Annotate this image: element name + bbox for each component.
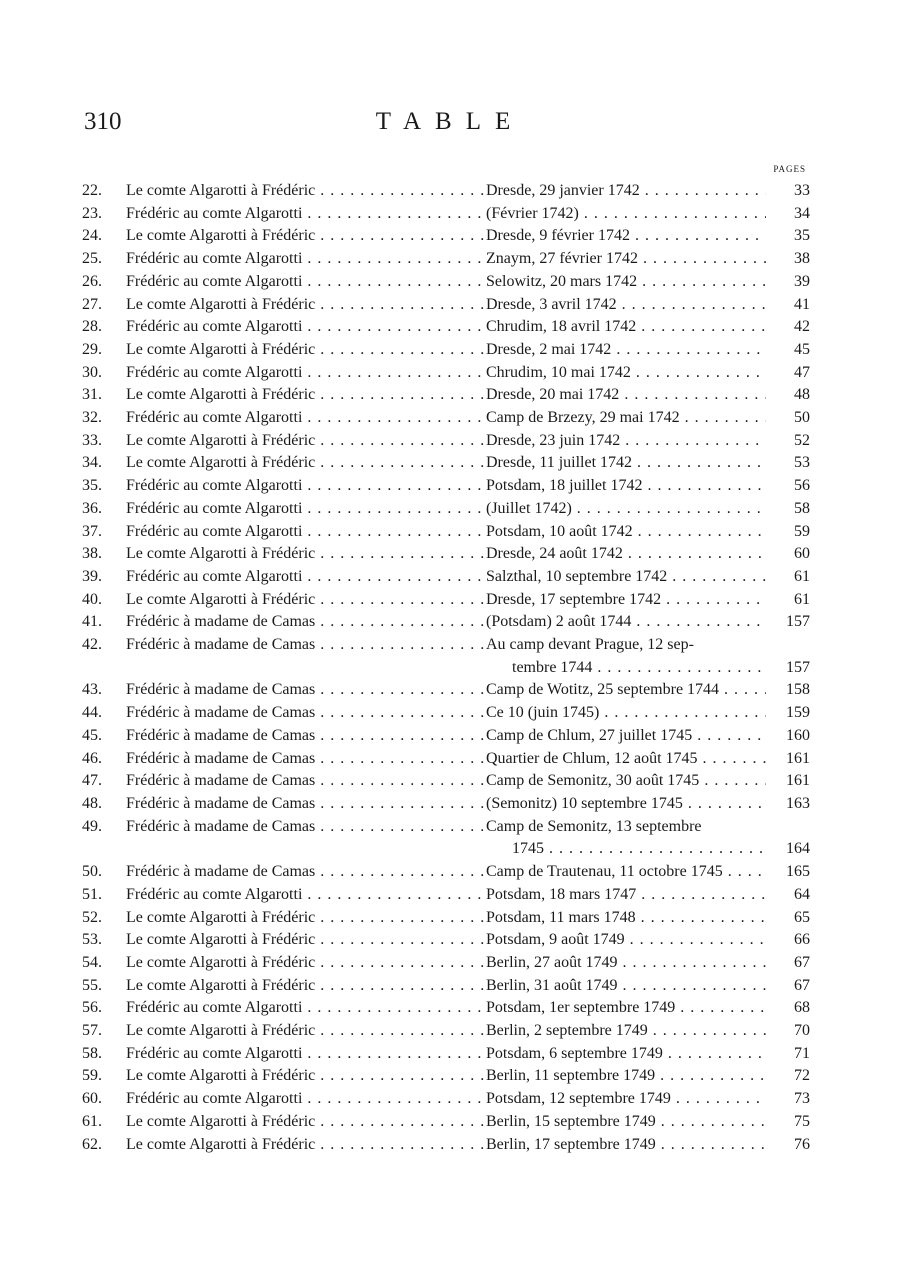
entry-place-line: Camp de Semonitz, 30 août 1745 . . . [486, 770, 766, 793]
entry-place-line: Ce 10 (juin 1745) . . . [486, 702, 766, 725]
entry-number: 27. [82, 295, 102, 313]
toc-entry [82, 521, 810, 544]
entry-number: 22. [82, 182, 102, 199]
entry-title: Le comte Algarotti à Frédéric . . . [126, 929, 486, 952]
toc-entry [82, 748, 810, 771]
entry-number: 62. [82, 1135, 102, 1153]
entry-place-line: Camp de Semonitz, 13 septembre [486, 817, 702, 835]
toc-entry [82, 1088, 810, 1111]
entry-title: Frédéric au comte Algarotti . . . [126, 498, 486, 521]
entry-place-date [486, 225, 766, 248]
entry-place-line: Salzthal, 10 septembre 1742 . . . [486, 566, 766, 589]
entry-title: Frédéric au comte Algarotti . . . [126, 248, 486, 271]
toc-entry [82, 929, 810, 952]
entry-number: 46. [82, 749, 102, 767]
entry-page-number: 33 [794, 182, 810, 199]
entry-place-date [486, 748, 766, 771]
toc-entry [82, 339, 810, 362]
entry-place-date [486, 1088, 766, 1111]
toc-entry [82, 1134, 810, 1157]
entry-title: Le comte Algarotti à Frédéric . . . [126, 452, 486, 475]
entry-number: 40. [82, 590, 102, 608]
entry-page-number: 60 [794, 545, 810, 563]
entry-number: 38. [82, 545, 102, 563]
entry-title: Frédéric au comte Algarotti . . . [126, 566, 486, 589]
entry-place-line: (Février 1742) . . . [486, 203, 766, 226]
entry-page-number: 76 [794, 1135, 810, 1153]
entry-place-line: Camp de Chlum, 27 juillet 1745 . . . [486, 725, 766, 748]
entry-number: 43. [82, 681, 102, 699]
entry-place-line: Berlin, 2 septembre 1749 . . . [486, 1020, 766, 1043]
entry-place-line: Potsdam, 18 juillet 1742 . . . [486, 475, 766, 498]
entry-place-date [486, 770, 766, 793]
entry-page-number: 58 [794, 499, 810, 517]
entry-place-line: Camp de Brzezy, 29 mai 1742 . . . [486, 407, 766, 430]
entry-page-number: 38 [794, 250, 810, 268]
entry-place-line: Dresde, 11 juillet 1742 . . . [486, 452, 766, 475]
entry-number: 44. [82, 704, 102, 722]
entry-place-date [486, 1065, 766, 1088]
entry-number: 56. [82, 999, 102, 1017]
entry-page-number: 71 [794, 1044, 810, 1062]
entry-title: Frédéric à madame de Camas . . . [126, 748, 486, 771]
entry-title: Frédéric au comte Algarotti . . . [126, 521, 486, 544]
entry-place-date [486, 384, 766, 407]
toc-entry [82, 679, 810, 702]
entry-page-number: 42 [794, 318, 810, 336]
entry-page-number: 34 [794, 204, 810, 222]
toc-entry [82, 861, 810, 884]
page-number: 310 [84, 108, 122, 135]
toc-entry [82, 770, 810, 793]
table-of-contents [82, 180, 810, 1156]
toc-entry [82, 1020, 810, 1043]
entry-number: 52. [82, 908, 102, 926]
toc-entry [82, 225, 810, 248]
entry-number: 42. [82, 636, 102, 654]
entry-title: Frédéric à madame de Camas . . . [126, 770, 486, 793]
entry-title: Le comte Algarotti à Frédéric . . . [126, 384, 486, 407]
entry-title: Frédéric au comte Algarotti . . . [126, 407, 486, 430]
entry-place-line: Chrudim, 18 avril 1742 . . . [486, 316, 766, 339]
entry-place-line: Berlin, 27 août 1749 . . . [486, 952, 766, 975]
entry-place-line: Potsdam, 12 septembre 1749 . . . [486, 1088, 766, 1111]
entry-page-number: 56 [794, 477, 810, 495]
entry-title: Le comte Algarotti à Frédéric . . . [126, 1111, 486, 1134]
entry-number: 47. [82, 772, 102, 790]
entry-title: Le comte Algarotti à Frédéric . . . [126, 1020, 486, 1043]
toc-entry [82, 430, 810, 453]
entry-place-date [486, 702, 766, 725]
entry-place-date [486, 1111, 766, 1134]
entry-place-date [486, 952, 766, 975]
entry-title: Le comte Algarotti à Frédéric . . . [126, 1134, 486, 1157]
toc-entry [82, 1111, 810, 1134]
page-title: TABLE [375, 108, 525, 135]
entry-title: Frédéric au comte Algarotti . . . [126, 884, 486, 907]
toc-entry [82, 452, 810, 475]
entry-title: Frédéric à madame de Camas . . . [126, 816, 486, 839]
entry-place-date [486, 203, 766, 226]
toc-entry [82, 589, 810, 612]
entry-place-line: Au camp devant Prague, 12 sep- [486, 636, 694, 654]
toc-entry [82, 543, 810, 566]
entry-number: 31. [82, 386, 102, 404]
entry-place-date [486, 884, 766, 907]
entry-number: 37. [82, 522, 102, 540]
entry-number: 51. [82, 885, 102, 903]
toc-entry [82, 271, 810, 294]
entry-title: Frédéric à madame de Camas . . . [126, 611, 486, 634]
toc-entry [82, 203, 810, 226]
entry-place-line: Selowitz, 20 mars 1742 . . . [486, 271, 766, 294]
entry-number: 23. [82, 204, 102, 222]
entry-title: Le comte Algarotti à Frédéric . . . [126, 975, 486, 998]
entry-place-date [486, 566, 766, 589]
entry-title: Le comte Algarotti à Frédéric . . . [126, 907, 486, 930]
entry-page-number: 70 [794, 1022, 810, 1040]
entry-number: 26. [82, 272, 102, 290]
entry-place-line: Quartier de Chlum, 12 août 1745 . . . [486, 748, 766, 771]
toc-entry [82, 475, 810, 498]
entry-place-date [486, 725, 766, 748]
entry-page-number: 161 [786, 772, 810, 790]
entry-place-date [486, 339, 766, 362]
entry-place-line: Dresde, 29 janvier 1742 . . . [486, 180, 766, 203]
entry-page-number: 61 [794, 567, 810, 585]
entry-place-date [486, 861, 766, 884]
toc-entry [82, 1043, 810, 1066]
entry-title: Le comte Algarotti à Frédéric . . . [126, 430, 486, 453]
entry-place-date [486, 498, 766, 521]
entry-place-date [486, 452, 766, 475]
entry-page-number: 75 [794, 1112, 810, 1130]
entry-number: 61. [82, 1112, 102, 1130]
entry-page-number: 61 [794, 590, 810, 608]
entry-place-line: Dresde, 9 février 1742 . . . [486, 225, 766, 248]
entry-place-line: Berlin, 11 septembre 1749 . . . [486, 1065, 766, 1088]
entry-page-number: 72 [794, 1067, 810, 1085]
entry-place-line: Chrudim, 10 mai 1742 . . . [486, 362, 766, 385]
entry-page-number: 66 [794, 931, 810, 949]
entry-number: 54. [82, 953, 102, 971]
entry-place-date [486, 589, 766, 612]
entry-number: 58. [82, 1044, 102, 1062]
entry-title: Frédéric à madame de Camas . . . [126, 634, 486, 657]
entry-number: 45. [82, 726, 102, 744]
entry-number: 55. [82, 976, 102, 994]
entry-place-line: Camp de Wotitz, 25 septembre 1744 . . . [486, 679, 766, 702]
entry-place-date [486, 997, 766, 1020]
entry-place-date [486, 793, 766, 816]
entry-page-number: 45 [794, 340, 810, 358]
entry-place-line: Berlin, 15 septembre 1749 . . . [486, 1111, 766, 1134]
entry-place-date [486, 407, 766, 430]
toc-entry [82, 952, 810, 975]
toc-entry [82, 816, 810, 861]
entry-page-number: 67 [794, 953, 810, 971]
entry-title: Frédéric à madame de Camas . . . [126, 725, 486, 748]
entry-page-number: 64 [794, 885, 810, 903]
entry-place-line: Dresde, 2 mai 1742 . . . [486, 339, 766, 362]
entry-place-date [486, 543, 766, 566]
entry-page-number: 160 [786, 726, 810, 744]
entry-title: Le comte Algarotti à Frédéric . . . [126, 543, 486, 566]
entry-number: 28. [82, 318, 102, 336]
entry-page-number: 67 [794, 976, 810, 994]
toc-entry [82, 316, 810, 339]
toc-entry [82, 975, 810, 998]
pages-column-label: PAGES [773, 164, 806, 174]
entry-place-line: Dresde, 20 mai 1742 . . . [486, 384, 766, 407]
entry-place-date [486, 1134, 766, 1157]
entry-page-number: 157 [786, 613, 810, 631]
entry-title: Le comte Algarotti à Frédéric . . . [126, 339, 486, 362]
toc-entry [82, 611, 810, 634]
entry-number: 25. [82, 250, 102, 268]
toc-entry [82, 384, 810, 407]
toc-entry [82, 907, 810, 930]
entry-place-date [486, 294, 766, 317]
entry-page-number: 39 [794, 272, 810, 290]
entry-place-line: (Potsdam) 2 août 1744 . . . [486, 611, 766, 634]
entry-title: Frédéric au comte Algarotti . . . [126, 316, 486, 339]
entry-place-date [486, 475, 766, 498]
entry-place-line: Potsdam, 9 août 1749 . . . [486, 929, 766, 952]
entry-page-number: 158 [786, 681, 810, 699]
entry-page-number: 68 [794, 999, 810, 1017]
entry-title: Frédéric au comte Algarotti . . . [126, 475, 486, 498]
entry-page-number: 65 [794, 908, 810, 926]
entry-place-date [486, 248, 766, 271]
entry-place-date [486, 611, 766, 634]
toc-entry [82, 362, 810, 385]
entry-place-line: Znaym, 27 février 1742 . . . [486, 248, 766, 271]
entry-number: 32. [82, 409, 102, 427]
entry-place-date [486, 816, 766, 861]
toc-entry [82, 180, 810, 203]
entry-place-line: (Juillet 1742) . . . [486, 498, 766, 521]
entry-number: 33. [82, 431, 102, 449]
entry-place-date [486, 907, 766, 930]
entry-place-date [486, 1020, 766, 1043]
entry-page-number: 59 [794, 522, 810, 540]
toc-entry [82, 634, 810, 679]
entry-title: Le comte Algarotti à Frédéric . . . [126, 294, 486, 317]
entry-title: Le comte Algarotti à Frédéric . . . [126, 589, 486, 612]
entry-number: 53. [82, 931, 102, 949]
entry-place-line: Camp de Trautenau, 11 octobre 1745 . . . [486, 861, 766, 884]
entry-place-line: Potsdam, 10 août 1742 . . . [486, 521, 766, 544]
entry-place-line: (Semonitz) 10 septembre 1745 . . . [486, 793, 766, 816]
toc-entry [82, 1065, 810, 1088]
entry-page-number: 48 [794, 386, 810, 404]
entry-title: Le comte Algarotti à Frédéric . . . [126, 225, 486, 248]
entry-place-date [486, 975, 766, 998]
entry-number: 57. [82, 1022, 102, 1040]
entry-number: 41. [82, 613, 102, 631]
entry-place-line: Potsdam, 6 septembre 1749 . . . [486, 1043, 766, 1066]
entry-number: 39. [82, 567, 102, 585]
entry-page-number: 52 [794, 431, 810, 449]
entry-place-date [486, 929, 766, 952]
entry-title: Frédéric à madame de Camas . . . [126, 793, 486, 816]
entry-place-date [486, 521, 766, 544]
entry-place-line: Dresde, 24 août 1742 . . . [486, 543, 766, 566]
toc-entry [82, 407, 810, 430]
entry-page-number: 164 [786, 840, 810, 858]
entry-place-date [486, 634, 766, 679]
entry-number: 60. [82, 1090, 102, 1108]
entry-page-number: 41 [794, 295, 810, 313]
entry-place-date [486, 1043, 766, 1066]
entry-page-number: 35 [794, 227, 810, 245]
toc-entry [82, 884, 810, 907]
entry-title: Frédéric au comte Algarotti . . . [126, 997, 486, 1020]
entry-title: Le comte Algarotti à Frédéric . . . [126, 180, 486, 203]
entry-title: Frédéric à madame de Camas . . . [126, 702, 486, 725]
toc-entry [82, 702, 810, 725]
entry-page-number: 165 [786, 863, 810, 881]
entry-number: 34. [82, 454, 102, 472]
entry-number: 48. [82, 794, 102, 812]
entry-page-number: 53 [794, 454, 810, 472]
toc-entry [82, 566, 810, 589]
entry-number: 30. [82, 363, 102, 381]
entry-place-line: Berlin, 31 août 1749 . . . [486, 975, 766, 998]
entry-place-line: tembre 1744 . . . [486, 657, 766, 680]
entry-page-number: 159 [786, 704, 810, 722]
entry-place-line: Dresde, 23 juin 1742 . . . [486, 430, 766, 453]
entry-place-line: Potsdam, 1er septembre 1749 . . . [486, 997, 766, 1020]
entry-page-number: 50 [794, 409, 810, 427]
entry-title: Frédéric au comte Algarotti . . . [126, 203, 486, 226]
entry-place-date [486, 679, 766, 702]
entry-page-number: 161 [786, 749, 810, 767]
toc-entry [82, 498, 810, 521]
entry-number: 59. [82, 1067, 102, 1085]
entry-title: Le comte Algarotti à Frédéric . . . [126, 1065, 486, 1088]
entry-page-number: 47 [794, 363, 810, 381]
toc-entry [82, 294, 810, 317]
entry-number: 35. [82, 477, 102, 495]
entry-place-line: Dresde, 3 avril 1742 . . . [486, 294, 766, 317]
entry-number: 49. [82, 817, 102, 835]
toc-entry [82, 997, 810, 1020]
entry-place-date [486, 180, 766, 203]
entry-place-line: Berlin, 17 septembre 1749 . . . [486, 1134, 766, 1157]
entry-title: Frédéric au comte Algarotti . . . [126, 271, 486, 294]
entry-place-date [486, 271, 766, 294]
entry-title: Frédéric au comte Algarotti . . . [126, 362, 486, 385]
entry-page-number: 163 [786, 794, 810, 812]
entry-place-line: Potsdam, 11 mars 1748 . . . [486, 907, 766, 930]
entry-title: Frédéric au comte Algarotti . . . [126, 1088, 486, 1111]
entry-place-date [486, 362, 766, 385]
entry-place-date [486, 316, 766, 339]
entry-number: 29. [82, 340, 102, 358]
entry-number: 36. [82, 499, 102, 517]
entry-page-number: 157 [786, 658, 810, 676]
entry-number: 24. [82, 227, 102, 245]
entry-title: Le comte Algarotti à Frédéric . . . [126, 952, 486, 975]
toc-entry [82, 793, 810, 816]
entry-number: 50. [82, 863, 102, 881]
toc-entry [82, 725, 810, 748]
toc-entry [82, 248, 810, 271]
entry-title: Frédéric à madame de Camas . . . [126, 679, 486, 702]
entry-title: Frédéric au comte Algarotti . . . [126, 1043, 486, 1066]
entry-place-line: Potsdam, 18 mars 1747 . . . [486, 884, 766, 907]
entry-title: Frédéric à madame de Camas . . . [126, 861, 486, 884]
entry-place-line: Dresde, 17 septembre 1742 . . . [486, 589, 766, 612]
entry-place-line: 1745 . . . [486, 838, 766, 861]
entry-place-date [486, 430, 766, 453]
entry-page-number: 73 [794, 1090, 810, 1108]
